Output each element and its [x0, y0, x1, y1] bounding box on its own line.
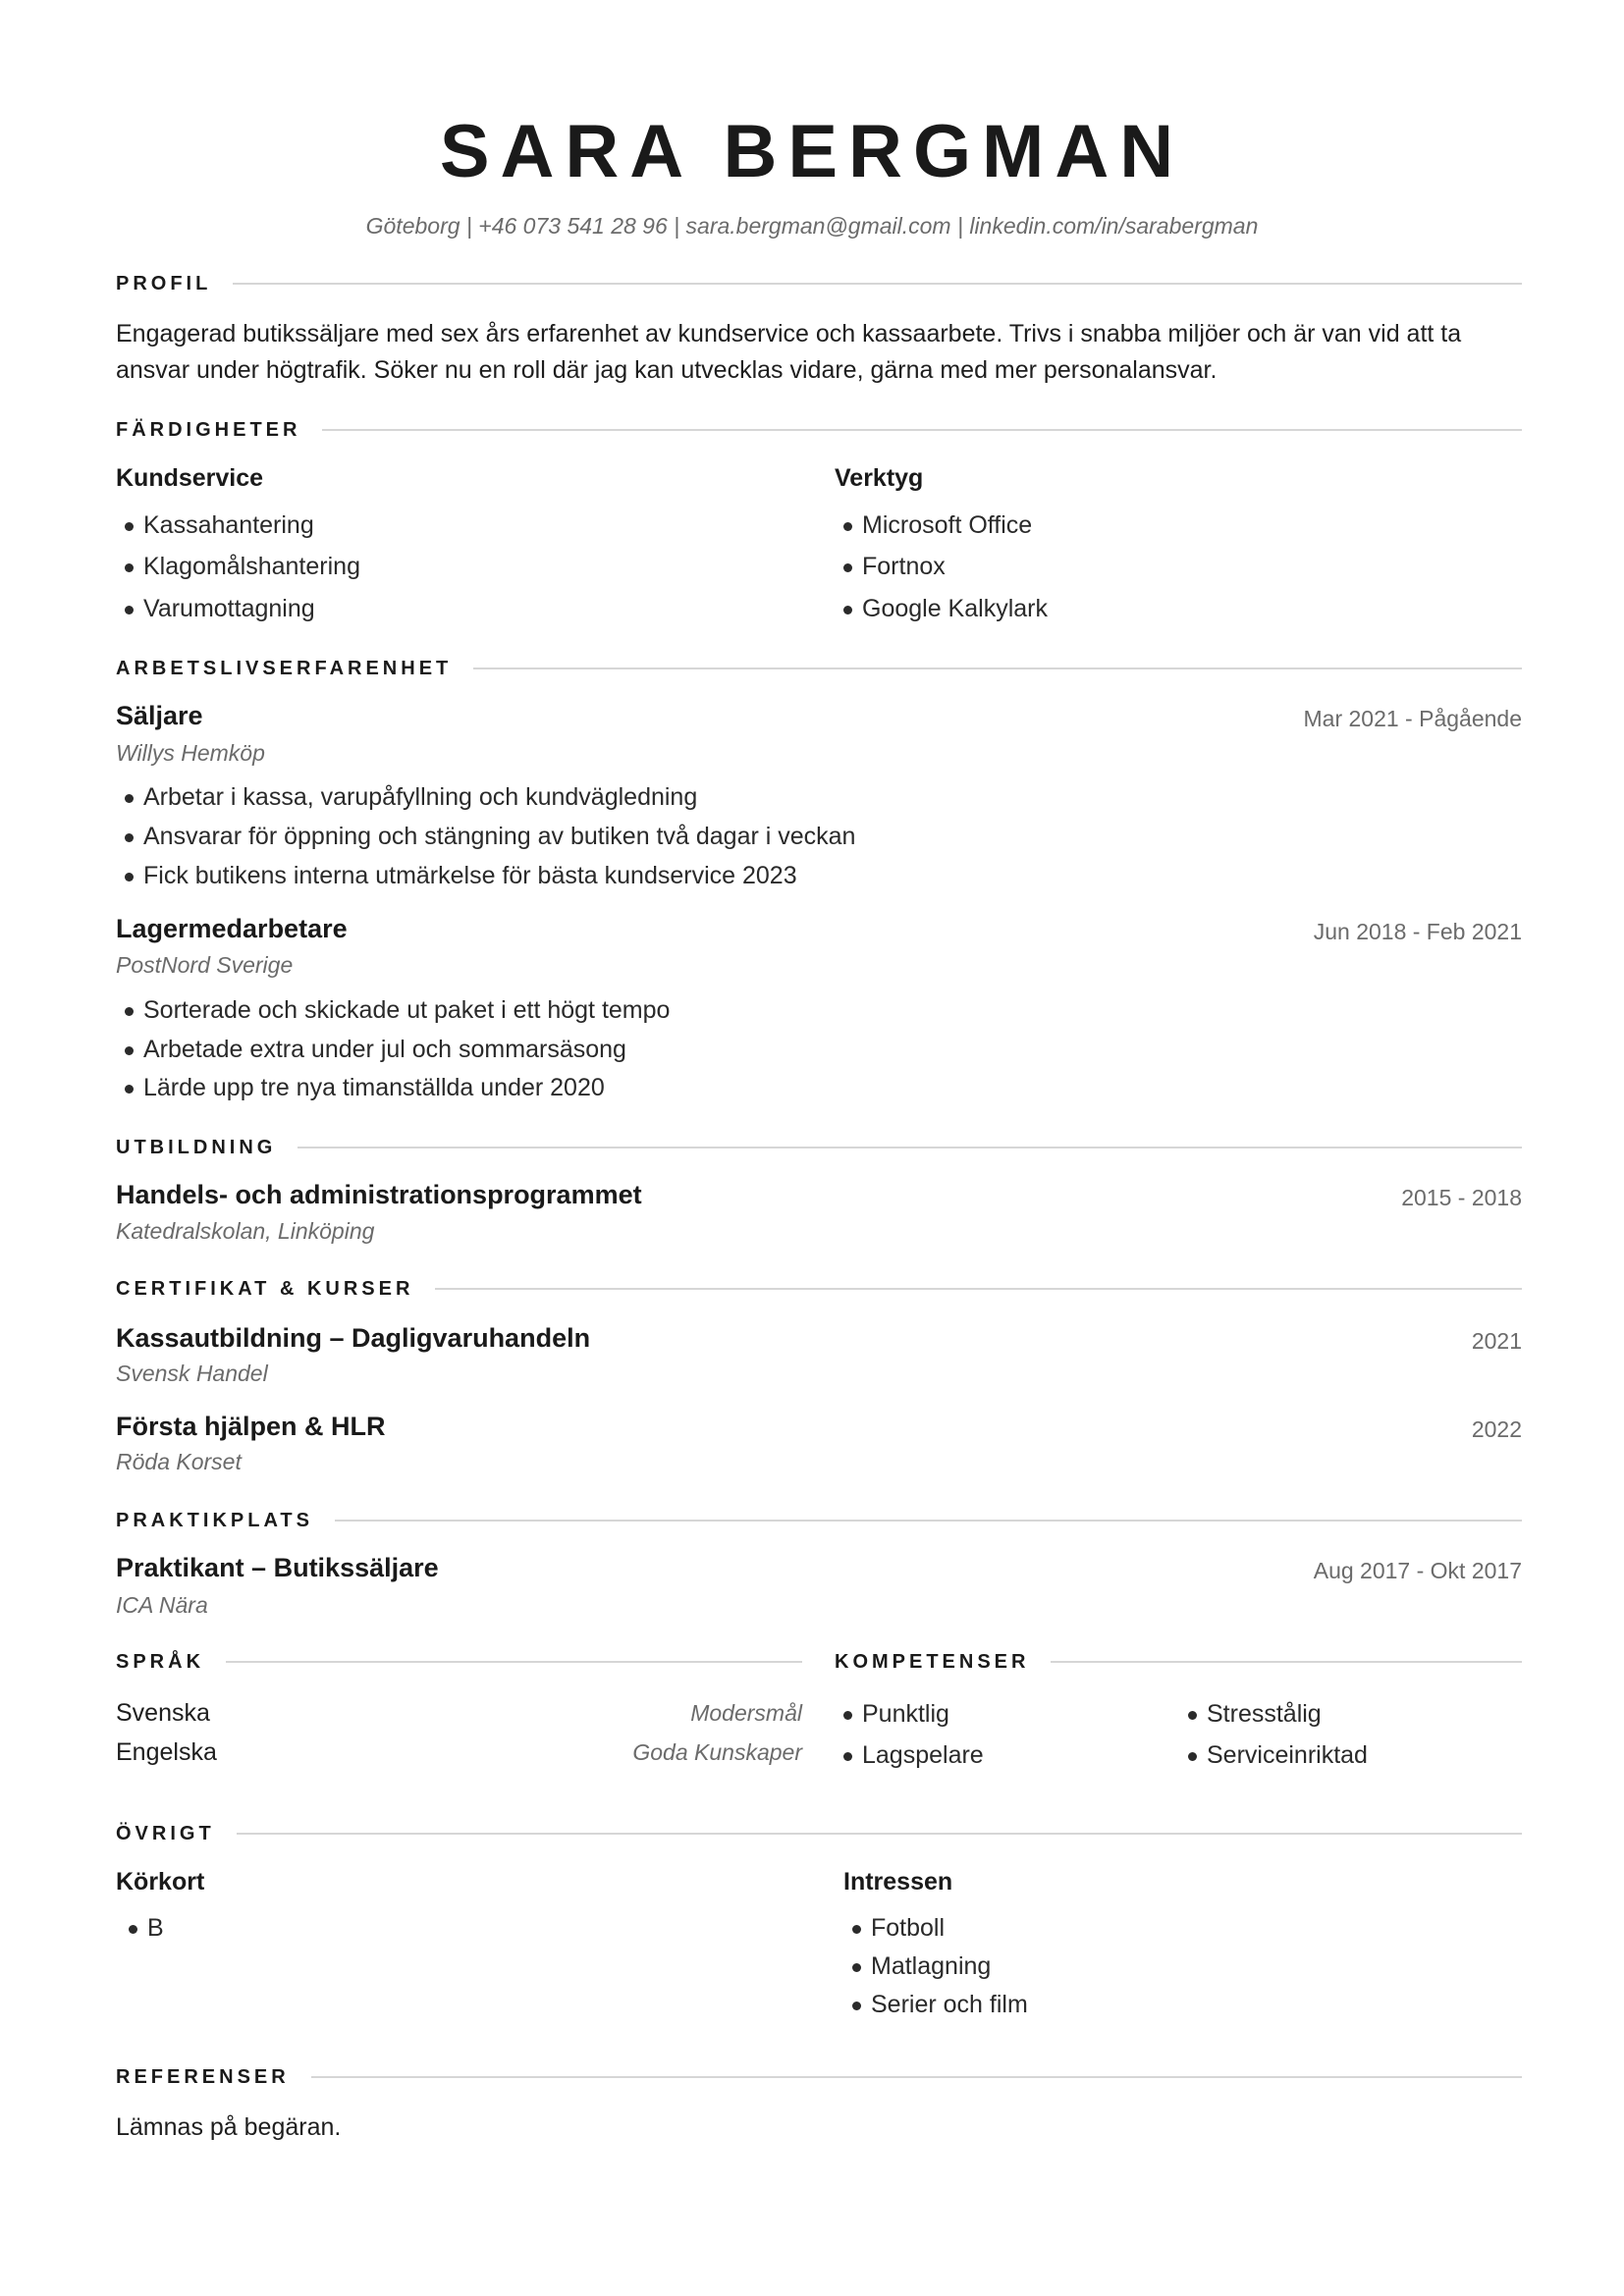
section-experience [116, 649, 1522, 688]
section-heading: UTBILDNING [116, 1137, 277, 1158]
skill-item: Fortnox [835, 547, 946, 586]
skill-item: Google Kalkylark [835, 589, 1048, 628]
divider [237, 1833, 1522, 1835]
cert-date: 2021 [1471, 1328, 1522, 1354]
divider [1051, 1661, 1522, 1663]
skill-item: Microsoft Office [835, 506, 1032, 545]
cert-org: Svensk Handel [116, 1361, 268, 1386]
section-competences [835, 1642, 1522, 1682]
profile-line: Engagerad butikssäljare med sex års erfarenhet av kundservice och kassaarbete. Trivs i snabba miljöer och är van vid att ta [116, 320, 1462, 347]
candidate-name: SARA BERGMAN [439, 110, 1185, 193]
interest-item: Fotboll [843, 1908, 945, 1948]
section-other [116, 1814, 1522, 1853]
language-name: Engelska [116, 1738, 217, 1766]
divider [335, 1520, 1522, 1522]
divider [226, 1661, 802, 1663]
section-heading: CERTIFIKAT & KURSER [116, 1278, 414, 1300]
skill-group-title: Verktyg [835, 464, 924, 492]
job-title: Lagermedarbetare [116, 914, 348, 943]
section-profile [116, 264, 1522, 303]
divider [435, 1288, 1522, 1290]
job-date: Mar 2021 - Pågående [1303, 706, 1522, 731]
references-text: Lämnas på begäran. [116, 2113, 342, 2141]
job-item: Lärde upp tre nya timanställda under 2020 [116, 1068, 605, 1107]
license-title: Körkort [116, 1868, 205, 1896]
skill-item: Klagomålshantering [116, 547, 360, 586]
divider [311, 2076, 1522, 2078]
job-org: Willys Hemköp [116, 740, 265, 766]
section-heading: REFERENSER [116, 2066, 290, 2088]
internship-title: Praktikant – Butikssäljare [116, 1553, 439, 1582]
section-languages [116, 1642, 802, 1682]
divider [298, 1147, 1522, 1148]
interest-item: Serier och film [843, 1985, 1028, 2024]
section-heading: PRAKTIKPLATS [116, 1510, 313, 1531]
interests-title: Intressen [843, 1868, 953, 1896]
section-heading: PROFIL [116, 273, 212, 294]
section-heading: ÖVRIGT [116, 1823, 215, 1844]
education-title: Handels- och administrationsprogrammet [116, 1180, 642, 1209]
competence-item: Serviceinriktad [1179, 1735, 1368, 1775]
competence-item: Punktlig [835, 1694, 949, 1734]
cert-title: Första hjälpen & HLR [116, 1412, 386, 1441]
section-certificates [116, 1269, 1522, 1308]
skill-item: Kassahantering [116, 506, 314, 545]
contact-info: Göteborg | +46 073 541 28 96 | sara.bergman@gmail.com | linkedin.com/in/sarabergman [365, 213, 1259, 239]
divider [322, 429, 1522, 431]
section-skills [116, 410, 1522, 450]
job-item: Arbetade extra under jul och sommarsäsong [116, 1030, 626, 1069]
competence-item: Stresstålig [1179, 1694, 1322, 1734]
job-item: Sorterade och skickade ut paket i ett högt tempo [116, 990, 670, 1030]
skill-group-title: Kundservice [116, 464, 264, 492]
divider [233, 283, 1522, 285]
section-heading: FÄRDIGHETER [116, 419, 301, 441]
divider [473, 667, 1522, 669]
section-references [116, 2057, 1522, 2097]
cert-title: Kassautbildning – Dagligvaruhandeln [116, 1323, 591, 1353]
section-internship [116, 1501, 1522, 1540]
profile-line: ansvar under högtrafik. Söker nu en roll där jag kan utvecklas vidare, gärna med mer personalansvar. [116, 356, 1218, 384]
cert-org: Röda Korset [116, 1449, 242, 1474]
job-item: Ansvarar för öppning och stängning av butiken två dagar i veckan [116, 817, 855, 856]
interest-item: Matlagning [843, 1947, 991, 1986]
job-item: Arbetar i kassa, varupåfyllning och kundvägledning [116, 777, 697, 817]
competence-item: Lagspelare [835, 1735, 984, 1775]
internship-org: ICA Nära [116, 1592, 208, 1618]
internship-date: Aug 2017 - Okt 2017 [1313, 1558, 1522, 1583]
education-org: Katedralskolan, Linköping [116, 1218, 375, 1244]
section-heading: SPRÅK [116, 1651, 205, 1673]
language-level: Modersmål [690, 1700, 802, 1726]
language-name: Svenska [116, 1699, 210, 1727]
skill-item: Varumottagning [116, 589, 315, 628]
job-title: Säljare [116, 701, 203, 730]
section-education [116, 1128, 1522, 1167]
cert-date: 2022 [1471, 1416, 1522, 1442]
job-org: PostNord Sverige [116, 952, 294, 978]
license-item: B [120, 1908, 164, 1948]
job-date: Jun 2018 - Feb 2021 [1313, 919, 1522, 944]
section-heading: KOMPETENSER [835, 1651, 1030, 1673]
language-level: Goda Kunskaper [632, 1739, 802, 1765]
section-heading: ARBETSLIVSERFARENHET [116, 658, 453, 679]
job-item: Fick butikens interna utmärkelse för bästa kundservice 2023 [116, 856, 797, 895]
education-date: 2015 - 2018 [1401, 1185, 1522, 1210]
